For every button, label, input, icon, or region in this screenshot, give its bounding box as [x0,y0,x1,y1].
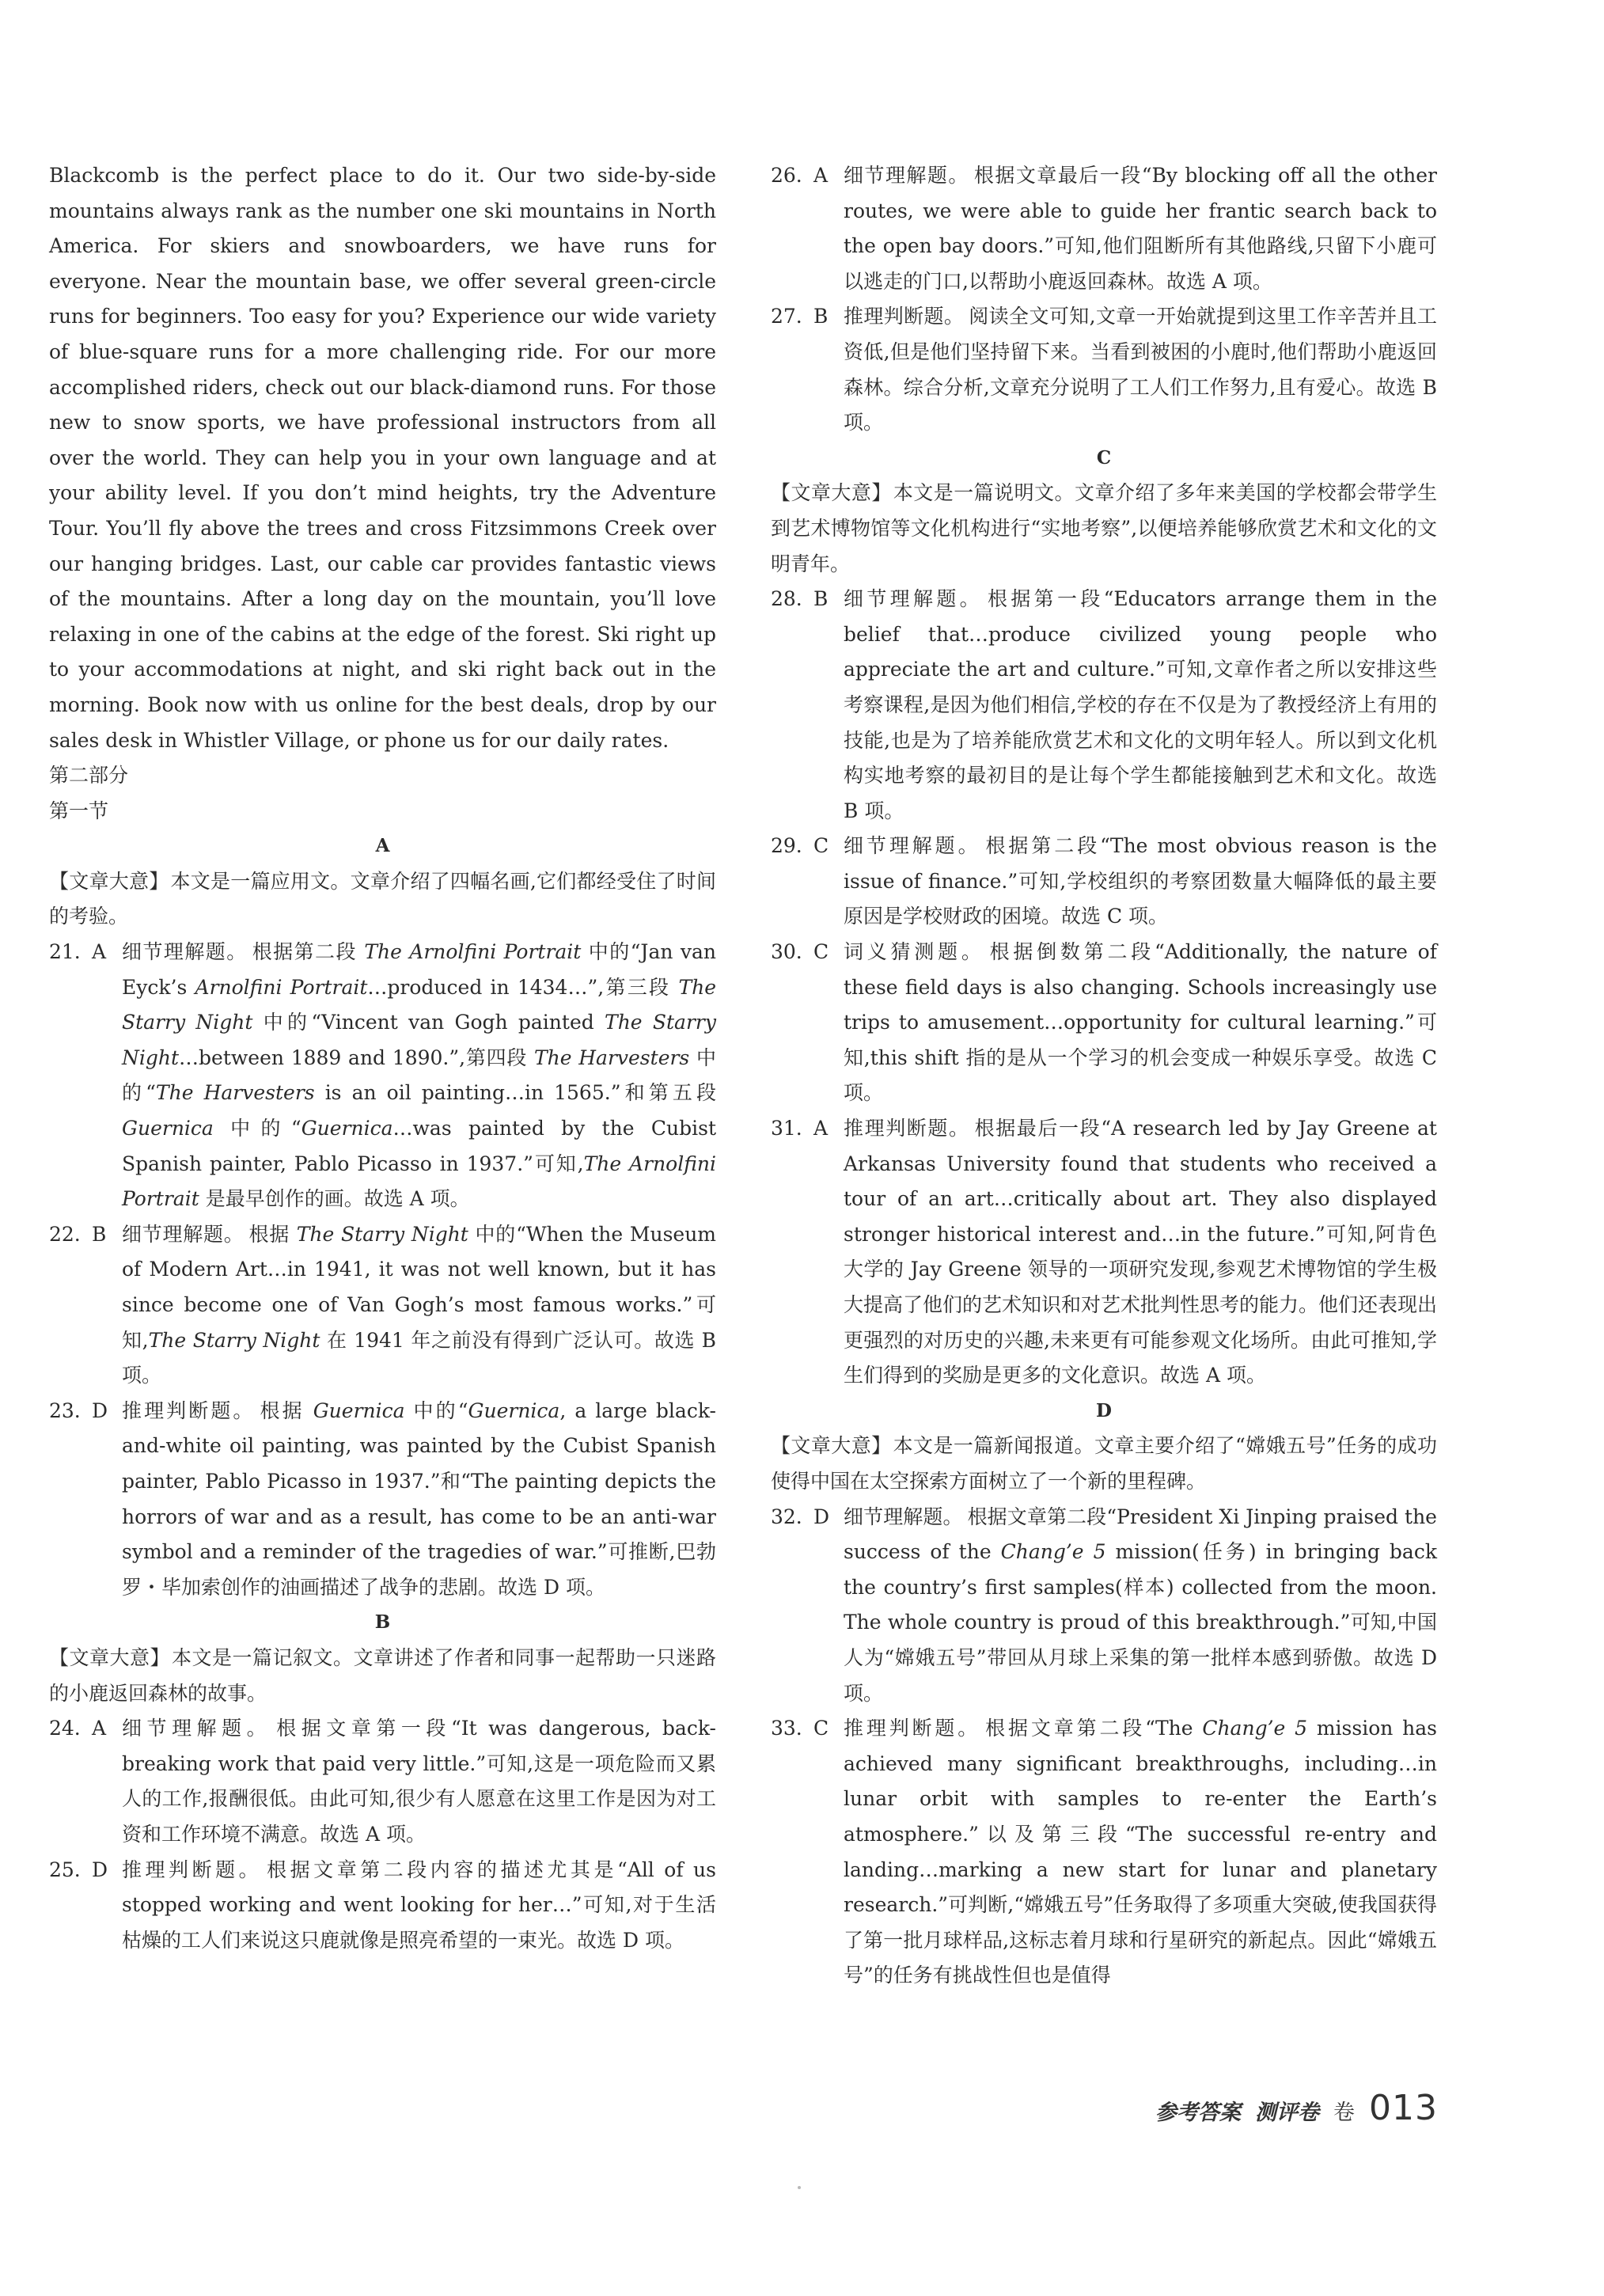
page-number: 013 [1369,2088,1438,2128]
title-run: The Starry Night [122,1011,716,1069]
item-number: 30. [771,940,802,964]
text-run: mission(任务) in bringing back the country’s first samples(样本) collected from the moon. The whole country is proud of this breakthrough.”可知,中国人为“嫦娥五号”带回从月球上采集的第一批样本感到骄傲。故选 D 项。 [844,1540,1437,1705]
item-number: 28. [771,587,802,611]
item-number: 24. [49,1717,81,1740]
text-run: 根据第一段“Educators arrange them in the belief that…produce civilized young people who appreciate the art and culture.”可知,文章作者之所以安排这些考察课程,是因为他们相信,学校的存在不仅是为了教授经济上有用的技能,也是为了培养能欣赏艺术和文化的文明年轻人。所以到文化机构实地考察的最初目的是让每个学生都能接触到艺术和文化。故选 B 项。 [844,587,1437,822]
item-answer: C [813,834,829,858]
item-answer: C [813,1717,829,1740]
section-c-letter: C [1096,446,1112,469]
item-answer: A [92,1717,107,1740]
answer-item-30 [771,935,1437,1111]
text-run: …produced in 1434…”,第三段 [367,975,679,999]
answer-item-24 [49,1711,716,1852]
title-run: Guernica [468,1398,560,1422]
answer-item-23 [49,1394,716,1606]
title-run: The Starry Night [122,975,717,1034]
item-answer: D [92,1858,108,1881]
answer-item-27 [771,299,1437,440]
text-run: 根据第二段 [252,940,365,964]
section-d-letter: D [1096,1399,1112,1421]
title-run: Chang’e 5 [1202,1717,1308,1740]
right-column [771,158,1437,1994]
item-type: 推理判断题。 [844,1117,970,1140]
section-heading: 第一节 [49,799,109,822]
title-run: Arnolfini Portrait [195,975,368,999]
item-explanation [844,1111,1437,1394]
section-a-summary [49,864,716,935]
item-number: 29. [771,834,802,858]
item-explanation [122,1217,716,1394]
text-run: 根据最后一段“A research led by Jay Greene at Arkansas University found that students who received a tour of an art…critically about art. They also displayed stronger historical interest and…in the future.”可知,阿肯色大学的 Jay Greene 领导的一项研究发现,参观艺术博物馆的学生极大提高了他们的艺术知识和对艺术批判性思考的能力。他们还表现出更强烈的对历史的兴趣,未来更有可能参观文化场所。由此可推知,学生们得到的奖励是更多的文化意识。故选 A 项。 [844,1117,1438,1387]
item-explanation [122,935,716,1217]
text-run: 是最早创作的画。故选 A 项。 [199,1187,470,1211]
text-run: 阅读全文可知,文章一开始就提到这里工作辛苦并且工资低,但是他们坚持留下来。当看到被困的小鹿时,他们帮助小鹿返回森林。综合分析,文章充分说明了工人们工作努力,且有爱心。故选 B 项。 [844,305,1437,435]
text-run: 中的“Vincent van Gogh painted [252,1011,605,1034]
section-c-summary [771,476,1437,582]
item-answer: A [92,940,107,964]
item-answer: B [92,1222,107,1246]
section-b-letter: B [374,1611,391,1634]
text-run: 根据 [260,1398,313,1422]
item-type: 推理判断题。 [844,305,965,328]
text-run: 根据文章第一段“It was dangerous, back-breaking work that paid very little.”可知,这是一项危险而又累人的工作,报酬很低。由此可知,很少有人愿意在这里工作是因为对工资和工作环境不满意。故选 A 项。 [122,1717,716,1846]
item-type: 推理判断题。 [122,1858,263,1881]
text-run: 中的“ [404,1398,468,1422]
text-run: 中的“ [213,1117,301,1140]
item-explanation [844,1500,1437,1712]
answer-item-31 [771,1111,1437,1394]
title-run: Chang’e 5 [1000,1540,1106,1564]
item-type: 词义猜测题。 [844,940,985,964]
item-answer: A [813,164,829,187]
item-type: 推理判断题。 [122,1398,256,1422]
item-number: 23. [49,1398,81,1422]
text-run: 根据文章最后一段“By blocking off all the other routes, we were able to guide her frantic search back to the open bay doors.”可知,他们阻断所有其他路线,只留下小鹿可以逃走的门口,以帮助小鹿返回森林。故选 A 项。 [844,164,1437,293]
item-explanation [122,1711,716,1852]
item-answer: B [813,305,829,328]
part-heading: 第二部分 [49,764,129,787]
item-answer: D [92,1398,108,1422]
summary-tag: 【文章大意】 [49,869,169,893]
title-run: Guernica [313,1398,405,1422]
item-number: 27. [771,305,802,328]
summary-text: 本文是一篇应用文。文章介绍了四幅名画,它们都经受住了时间的考验。 [49,869,716,928]
section-b-summary [49,1641,716,1711]
text-run: …was painted by the Cubist Spanish painter, Pablo Picasso in 1937.”可知, [122,1117,716,1175]
item-number: 26. [771,164,802,187]
item-explanation [844,935,1437,1111]
text-run: 根据文章第二段“President Xi Jinping praised the success of the [844,1505,1437,1564]
answer-item-28 [771,582,1437,829]
footer-vol: 卷 [1333,2101,1356,2125]
summary-tag: 【文章大意】 [771,481,892,505]
text-run: 中的“Jan van Eyck’s [122,940,716,999]
section-d-summary [771,1429,1437,1499]
answer-item-26 [771,158,1437,299]
summary-text: 本文是一篇说明文。文章介绍了多年来美国的学校都会带学生到艺术博物馆等文化机构进行“实地考察”,以便培养能够欣赏艺术和文化的文明青年。 [771,481,1437,575]
item-number: 33. [771,1717,802,1740]
item-answer: B [813,587,829,611]
item-answer: C [813,940,829,964]
summary-text: 本文是一篇新闻报道。文章主要介绍了“嫦娥五号”任务的成功使得中国在太空探索方面树立了一个新的里程碑。 [771,1434,1437,1493]
item-type: 细节理解题。 [844,587,983,611]
item-explanation [122,1394,716,1606]
title-run: Guernica [301,1117,393,1140]
text-run: 根据倒数第二段“Additionally, the nature of these field days is also changing. Schools increasingly use trips to amusement…opportunity for cultural learning.”可知,this shift 指的是从一个学习的机会变成一种娱乐享受。故选 C 项。 [844,940,1437,1105]
item-explanation [844,1711,1437,1994]
text-run: 根据文章第二段内容的描述尤其是“All of us stopped working and went looking for her…”可知,对于生活枯燥的工人们来说这只鹿就像是照亮希望的一束光。故选 D 项。 [122,1858,716,1952]
item-type: 推理判断题。 [844,1717,981,1740]
item-number: 21. [49,940,81,964]
text-run: …between 1889 and 1890.”,第四段 [179,1046,534,1069]
item-type: 细节理解题。 [122,1717,272,1740]
title-run: Guernica [122,1117,214,1140]
item-number: 31. [771,1117,802,1140]
item-number: 32. [771,1505,802,1528]
footer-label-answers: 参考答案 [1155,2101,1242,2125]
title-run: The Starry Night [148,1328,320,1352]
title-run: The Harvesters [155,1081,315,1105]
page-footer [1155,2088,1438,2128]
item-explanation [122,1853,716,1959]
text-run: is an oil painting…in 1565.”和第五段 [314,1081,717,1105]
left-column [49,158,716,1958]
item-explanation [844,829,1437,935]
summary-text: 本文是一篇记叙文。文章讲述了作者和同事一起帮助一只迷路的小鹿返回森林的故事。 [49,1645,716,1705]
item-type: 细节理解题。 [844,834,981,858]
text-run: 根据 [248,1222,297,1246]
answer-item-22 [49,1217,716,1394]
title-run: The Harvesters [533,1046,690,1069]
text-run: 根据文章第二段“The [985,1717,1203,1740]
title-run: The Starry Night [296,1222,468,1246]
title-run: The Arnolfini Portrait [122,1152,716,1211]
section-a-letter: A [375,835,390,857]
text-run: 中的“When the Museum of Modern Art…in 1941, it was not well known, but it has since become one of Van Gogh’s most famous works.”可知, [122,1222,717,1352]
item-type: 细节理解题。 [844,1505,963,1528]
item-type: 细节理解题。 [122,1222,245,1246]
item-answer: D [813,1505,830,1528]
text-run: mission has achieved many significant breakthroughs, including…in lunar orbit with samples to re-enter the Earth’s atmosphere.”以及第三段“The successful re-entry and landing…marking a new start for lunar and planetary research.”可判断,“嫦娥五号”任务取得了多项重大突破,使我国获得了第一批月球样品,这标志着月球和行星研究的新起点。因此“嫦娥五号”的任务有挑战性但也是值得 [844,1717,1437,1987]
item-number: 25. [49,1858,81,1881]
answer-item-29 [771,829,1437,935]
answer-item-21 [49,935,716,1217]
item-explanation [844,582,1437,829]
item-explanation [844,299,1437,440]
text-run: 根据第二段“The most obvious reason is the issue of finance.”可知,学校组织的考察团数量大幅降低的最主要原因是学校财政的困境。故选 C 项。 [844,834,1437,928]
answer-item-33 [771,1711,1437,1994]
footer-label-test: 测评卷 [1255,2101,1320,2125]
item-type: 细节理解题。 [122,940,248,964]
item-type: 细节理解题。 [844,164,969,187]
answer-item-25 [49,1853,716,1959]
answer-item-32 [771,1500,1437,1712]
text-run: 中的“ [122,1046,716,1105]
item-explanation [844,158,1437,299]
summary-tag: 【文章大意】 [771,1434,892,1458]
text-run: , a large black-and-white oil painting, was painted by the Cubist Spanish painter, Pablo Picasso in 1937.”和“The painting depicts the horrors of war and as a result, has come to be an anti-war symbol and a reminder of the tragedies of war.”可推断,巴勃罗・毕加索创作的油画描述了战争的悲剧。故选 D 项。 [122,1398,716,1599]
item-number: 22. [49,1222,81,1246]
scan-speck [798,2186,801,2189]
summary-tag: 【文章大意】 [49,1645,170,1669]
title-run: The Arnolfini Portrait [364,940,582,964]
item-answer: A [813,1117,829,1140]
passage-text: Blackcomb is the perfect place to do it. Our two side-by-side mountains always rank as the number one ski mountains in North America. For skiers and snowboarders, we have runs for everyone. Near the mountain base, we offer several green-circle runs for beginners. Too easy for you? Experience our wide variety of blue-square runs for a more challenging ride. For our more accomplished riders, check out our black-diamond runs. For those new to snow sports, we have professional instructors from all over the world. They can help you in your own language and at your ability level. If you don’t mind heights, try the Adventure Tour. You’ll fly above the trees and cross Fitzsimmons Creek over our hanging bridges. Last, our cable car provides fantastic views of the mountains. After a long day on the mountain, you’ll love relaxing in one of the cabins at the edge of the forest. Ski right up to your accommodations at night, and ski right back out in the morning. Book now with us online for the best deals, drop by our sales desk in Whistler Village, or phone us for our daily rates. [49,164,716,752]
text-run: 在 1941 年之前没有得到广泛认可。故选 B 项。 [122,1328,716,1387]
